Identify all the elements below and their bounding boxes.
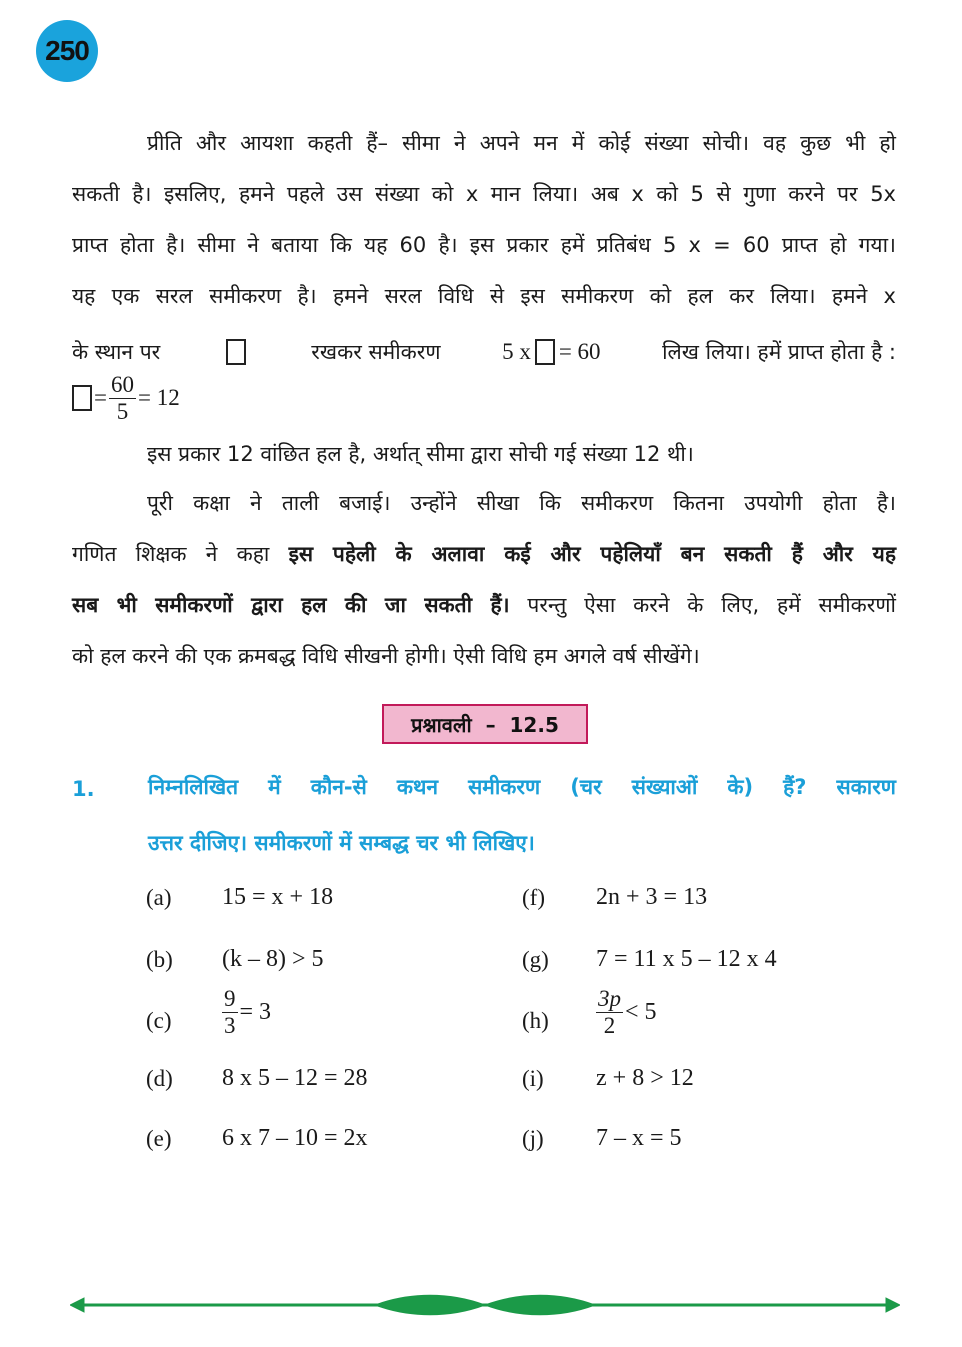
text-segment: रखकर समीकरण [311,340,441,364]
divider-arrow-right [886,1298,900,1312]
paragraph-line [72,580,896,631]
option-label: (c) [146,1008,172,1033]
option-label: (a) [146,885,172,910]
blank-box [226,339,246,365]
paragraph-line: यह एक सरल समीकरण है। हमने सरल विधि से इस समीकरण को हल कर लिया। हमने x [72,284,896,308]
option-label: (e) [146,1126,172,1151]
option-label: (b) [146,947,173,972]
option-expression: z + 8 > 12 [596,1065,694,1091]
paragraph-line: प्राप्त होता है। सीमा ने बताया कि यह 60 है। इस प्रकार हमें प्रतिबंध 5 x = 60 प्राप्त हो गया। [72,233,896,257]
option-label: (h) [522,1008,549,1033]
paragraph-line: सकती है। इसलिए, हमने पहले उस संख्या को x मान लिया। अब x को 5 से गुणा करने पर 5x [72,182,896,206]
paragraph-line: प्रीति और आयशा कहती हैं– सीमा ने अपने मन में कोई संख्या सोची। वह कुछ भी हो [147,131,896,155]
equation-part: 5 x [502,339,531,364]
conclusion-line: इस प्रकार 12 वांछित हल है, अर्थात् सीमा द्वारा सोची गई संख्या 12 थी। [147,442,694,466]
decorative-divider [70,1290,900,1320]
option-expression: 7 = 11 x 5 – 12 x 4 [596,946,777,972]
fraction-denominator: 5 [116,398,129,424]
paragraph-line [72,529,896,580]
blank-box [72,385,92,411]
question-text-line: निम्नलिखित में कौन-से कथन समीकरण (चर संख्याओं के) हैं? सकारण [148,775,896,799]
text-segment: परन्तु ऐसा करने के लिए, हमें समीकरणों [527,593,896,617]
option-expression-fraction [222,986,271,1039]
option-label: (j) [522,1126,544,1151]
text-segment: के स्थान पर [72,340,161,364]
option-expression: 15 = x + 18 [222,884,334,910]
paragraph-2 [72,478,896,682]
fraction [109,372,136,425]
bold-text-segment: इस पहेली के अलावा कई और पहेलियाँ बन सकती हैं और यह [288,542,896,566]
blank-box [535,339,555,365]
equation-result: = 12 [137,385,180,410]
equation-inline [502,339,600,365]
option-expression: 6 x 7 – 10 = 2x [222,1125,368,1151]
equals-sign: = [94,385,107,410]
fraction-numerator: 3p [598,986,621,1011]
option-expression: 2n + 3 = 13 [596,884,708,910]
paragraph-line: पूरी कक्षा ने ताली बजाई। उन्होंने सीखा कि समीकरण कितना उपयोगी होता है। [147,491,896,515]
exercise-title: प्रश्नावली – 12.5 [411,712,559,737]
fraction-numerator: 9 [224,986,236,1011]
paragraph-1 [72,118,896,322]
fraction [222,986,238,1039]
fraction-numerator: 60 [110,371,134,397]
page-number-badge: 250 [36,20,98,82]
option-label: (f) [522,885,545,910]
text-segment: लिख लिया। हमें प्राप्त होता है : [662,340,896,364]
fraction-equation [72,366,180,430]
text-segment: गणित शिक्षक ने कहा [72,542,270,566]
option-label: (i) [522,1066,544,1091]
divider-ornament [375,1295,595,1315]
fraction-rest: < 5 [625,999,657,1025]
option-label: (d) [146,1066,173,1091]
bold-text-segment: सब भी समीकरणों द्वारा हल की जा सकती हैं। [72,593,510,617]
fraction-rest: = 3 [239,999,272,1025]
paragraph-line: को हल करने की एक क्रमबद्ध विधि सीखनी होगी। ऐसी विधि हम अगले वर्ष सीखेंगे। [72,644,700,668]
option-expression: (k – 8) > 5 [222,946,324,972]
equation-part: = 60 [558,339,601,364]
question-number: 1. [72,777,95,801]
exercise-title-box [382,704,588,744]
paragraph-line-with-boxes [72,338,896,366]
option-expression: 8 x 5 – 12 = 28 [222,1065,368,1091]
option-expression-fraction [596,986,657,1039]
option-label: (g) [522,947,549,972]
question-text-line: उत्तर दीजिए। समीकरणों में सम्बद्ध चर भी लिखिए। [148,831,535,855]
fraction-denominator: 2 [603,1013,616,1038]
option-expression: 7 – x = 5 [596,1125,682,1151]
fraction-denominator: 3 [224,1013,236,1038]
fraction [596,986,623,1039]
